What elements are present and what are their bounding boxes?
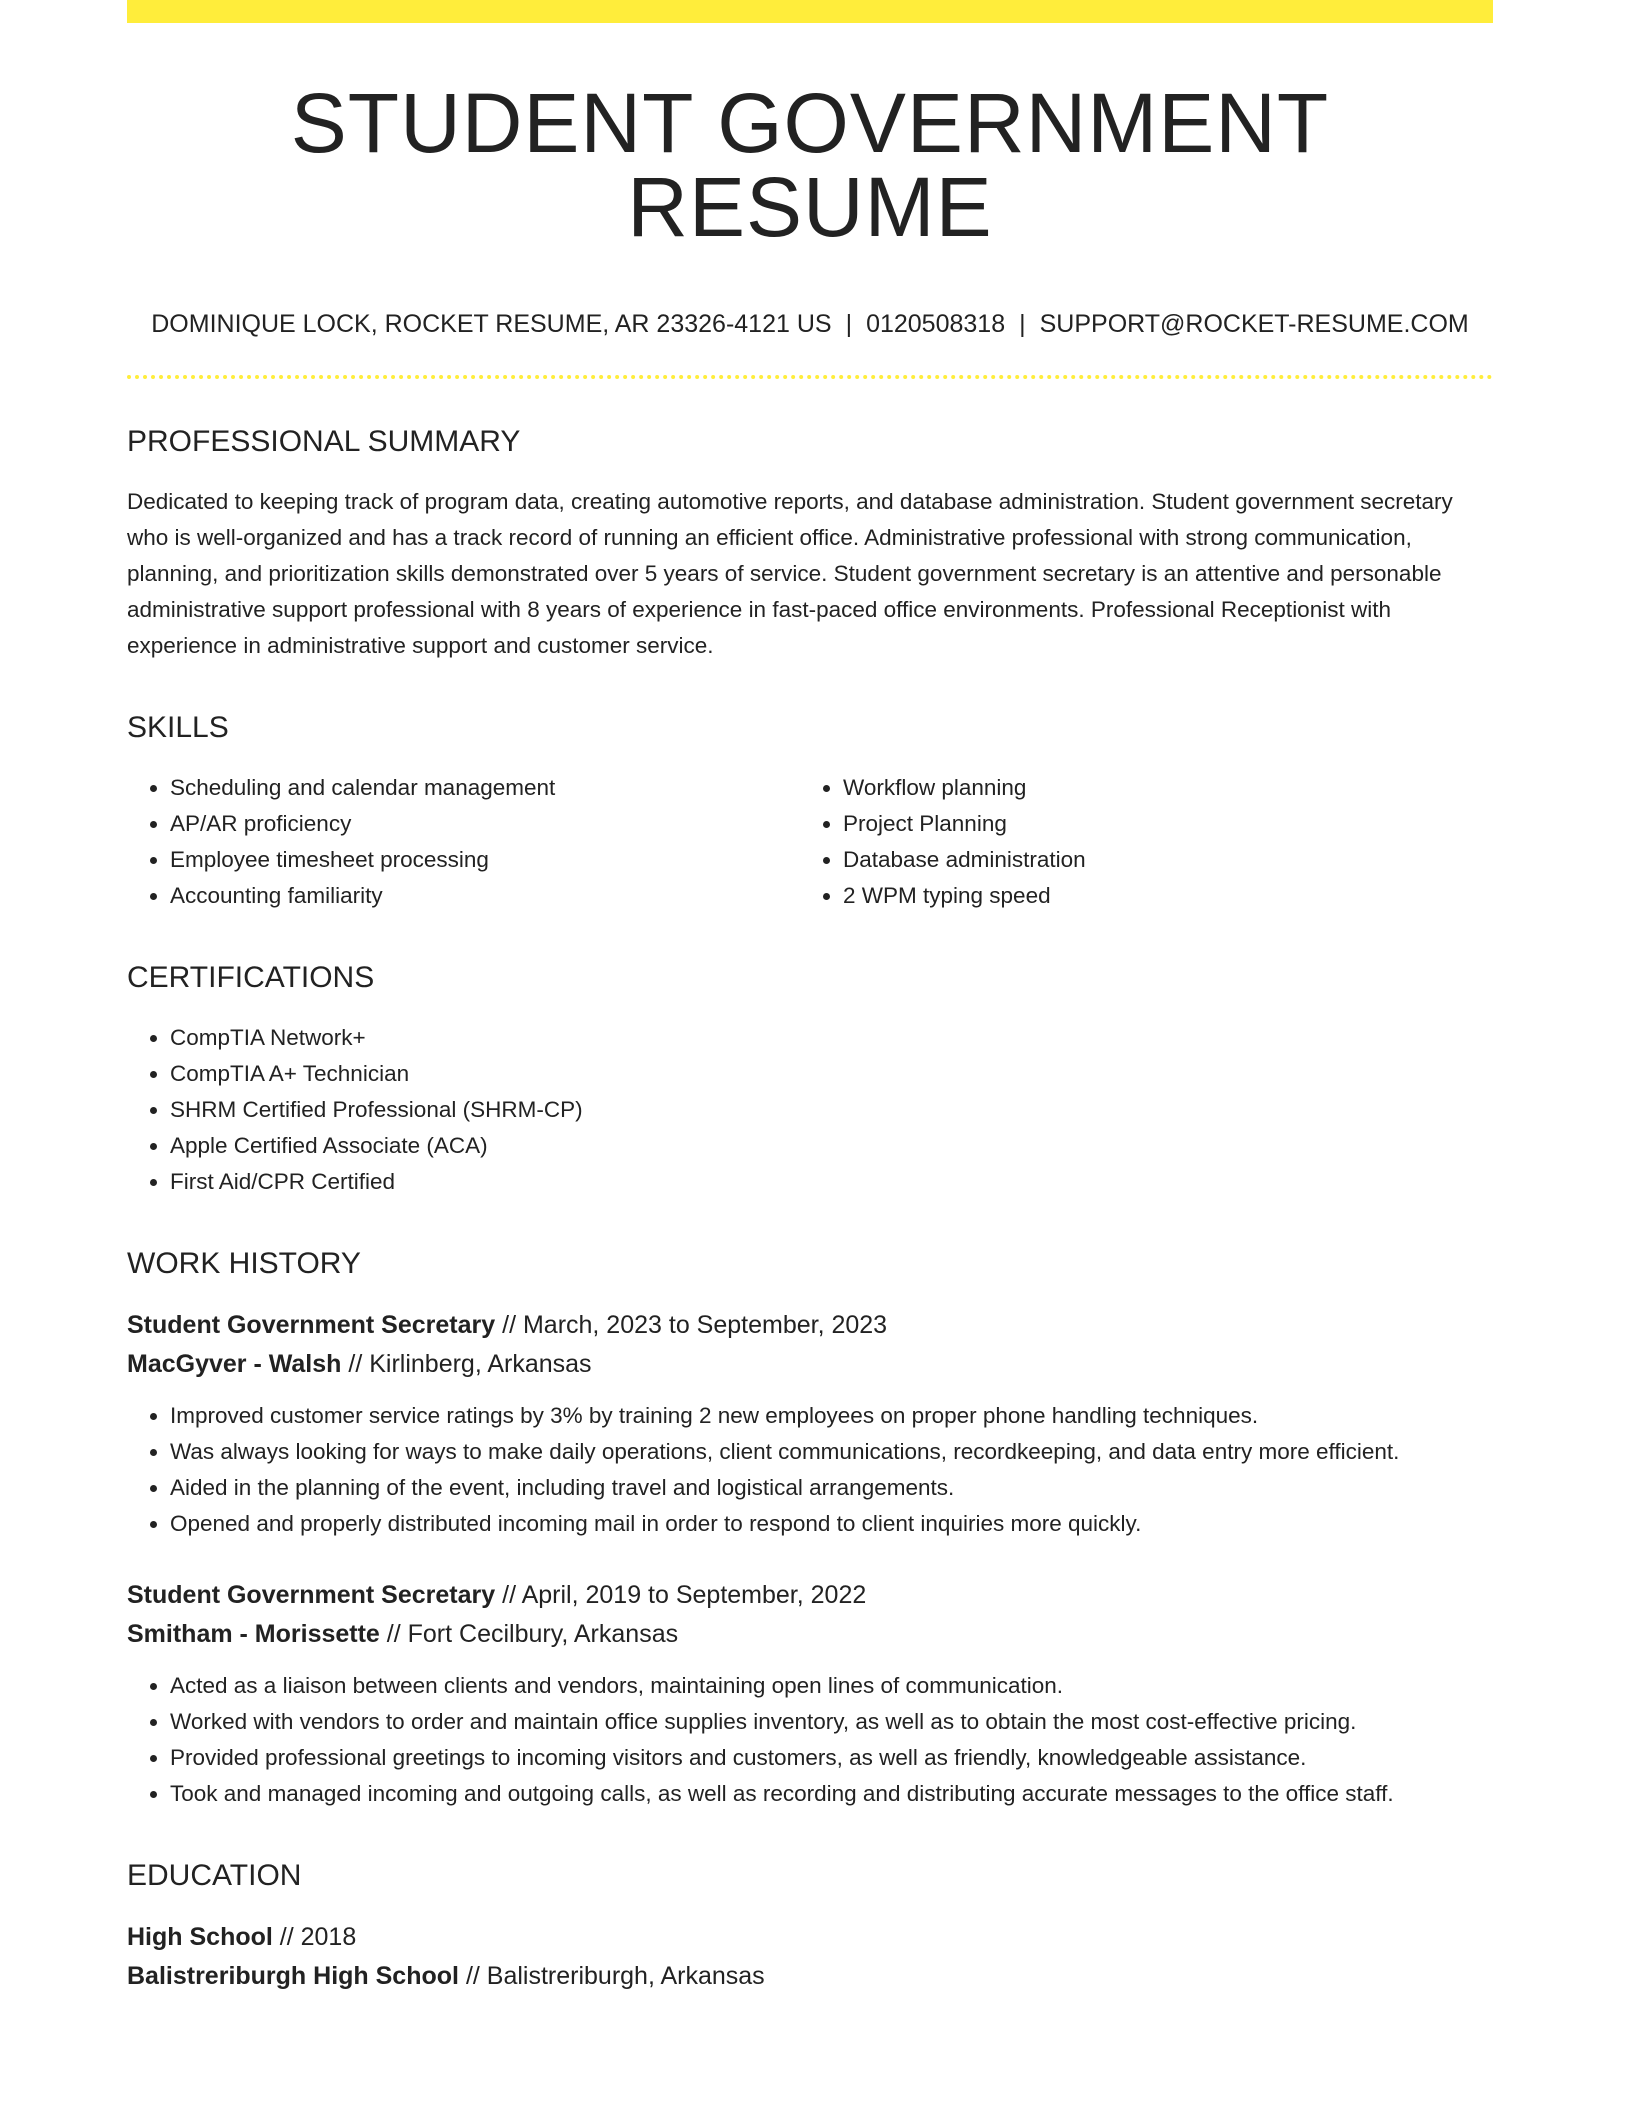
list-item: • Provided professional greetings to incoming visitors and customers, as well as friendly, knowledgeable assistance. bbox=[170, 1740, 1493, 1776]
certifications-heading: CERTIFICATIONS bbox=[127, 961, 375, 994]
summary-section bbox=[127, 424, 1493, 664]
skills-columns bbox=[127, 770, 1493, 914]
job-bullets bbox=[127, 1668, 1493, 1812]
job-company-line bbox=[127, 1345, 1493, 1384]
accent-top-bar bbox=[127, 0, 1493, 23]
resume-page bbox=[127, 0, 1493, 1996]
education-location: // Balistreriburgh, Arkansas bbox=[465, 1962, 765, 1990]
list-item: • AP/AR proficiency bbox=[170, 806, 800, 842]
job-dates: // April, 2019 to September, 2022 bbox=[502, 1581, 867, 1609]
skills-section bbox=[127, 710, 1493, 914]
list-item: • CompTIA Network+ bbox=[170, 1020, 1493, 1056]
contact-separator: | bbox=[1019, 310, 1026, 338]
certifications-section bbox=[127, 960, 1493, 1200]
contact-line bbox=[127, 309, 1493, 339]
skills-heading: SKILLS bbox=[127, 711, 229, 744]
education-school: Balistreriburgh High School bbox=[127, 1962, 459, 1990]
job-location: // Fort Cecilbury, Arkansas bbox=[386, 1620, 679, 1648]
list-item: • Was always looking for ways to make daily operations, client communications, recordkeeping, and data entry more efficient. bbox=[170, 1434, 1493, 1470]
list-item: • Employee timesheet processing bbox=[170, 842, 800, 878]
work-history-heading: WORK HISTORY bbox=[127, 1247, 361, 1280]
contact-phone: 0120508318 bbox=[866, 310, 1006, 338]
education-school-line bbox=[127, 1957, 1493, 1996]
job-header bbox=[127, 1576, 1493, 1654]
list-item: • Opened and properly distributed incoming mail in order to respond to client inquiries more quickly. bbox=[170, 1506, 1493, 1542]
education-section bbox=[127, 1858, 1493, 1996]
education-degree-line bbox=[127, 1918, 1493, 1957]
job-entry bbox=[127, 1306, 1493, 1542]
job-entry bbox=[127, 1576, 1493, 1812]
skills-right-list bbox=[800, 770, 1473, 914]
skills-left-list bbox=[127, 770, 800, 914]
job-bullets bbox=[127, 1398, 1493, 1542]
list-item: • Database administration bbox=[843, 842, 1473, 878]
contact-separator: | bbox=[845, 310, 853, 338]
resume-title: STUDENT GOVERNMENT RESUME bbox=[290, 76, 1330, 254]
list-item: • CompTIA A+ Technician bbox=[170, 1056, 1493, 1092]
job-title-line bbox=[127, 1576, 1493, 1615]
list-item: • Accounting familiarity bbox=[170, 878, 800, 914]
list-item: • Worked with vendors to order and maintain office supplies inventory, as well as to obtain the most cost-effective pricing. bbox=[170, 1704, 1493, 1740]
list-item: • 2 WPM typing speed bbox=[843, 878, 1473, 914]
summary-text: Dedicated to keeping track of program data, creating automotive reports, and database administration. Student government secretary who is well-organized and has a track record of running an efficient office. Administrative professional with strong communication, planning, and prioritization skills demonstrated over 5 years of service. Student government secretary is an attentive and personable administrative support professional with 8 years of experience in fast-paced office environments. Professional Receptionist with experience in administrative support and customer service. bbox=[127, 489, 1453, 658]
list-item: • Acted as a liaison between clients and vendors, maintaining open lines of communication. bbox=[170, 1668, 1493, 1704]
job-title-line bbox=[127, 1306, 1493, 1345]
list-item: • Apple Certified Associate (ACA) bbox=[170, 1128, 1493, 1164]
dotted-divider bbox=[127, 375, 1493, 379]
contact-email: SUPPORT@ROCKET-RESUME.COM bbox=[1039, 310, 1469, 338]
job-company: Smitham - Morissette bbox=[127, 1620, 380, 1648]
summary-heading: PROFESSIONAL SUMMARY bbox=[127, 425, 521, 458]
job-location: // Kirlinberg, Arkansas bbox=[348, 1350, 592, 1378]
education-entry bbox=[127, 1918, 1493, 1996]
job-dates: // March, 2023 to September, 2023 bbox=[502, 1311, 888, 1339]
work-history-section bbox=[127, 1246, 1493, 1812]
certifications-list bbox=[127, 1020, 1493, 1200]
list-item: • SHRM Certified Professional (SHRM-CP) bbox=[170, 1092, 1493, 1128]
list-item: • Scheduling and calendar management bbox=[170, 770, 800, 806]
list-item: • First Aid/CPR Certified bbox=[170, 1164, 1493, 1200]
job-company: MacGyver - Walsh bbox=[127, 1350, 342, 1378]
list-item: • Improved customer service ratings by 3% by training 2 new employees on proper phone handling techniques. bbox=[170, 1398, 1493, 1434]
job-header bbox=[127, 1306, 1493, 1384]
education-heading: EDUCATION bbox=[127, 1859, 302, 1892]
list-item: • Took and managed incoming and outgoing calls, as well as recording and distributing accurate messages to the office staff. bbox=[170, 1776, 1493, 1812]
education-degree: High School bbox=[127, 1923, 273, 1951]
job-title: Student Government Secretary bbox=[127, 1581, 496, 1609]
list-item: • Workflow planning bbox=[843, 770, 1473, 806]
education-year: // 2018 bbox=[279, 1923, 357, 1951]
job-company-line bbox=[127, 1615, 1493, 1654]
list-item: • Aided in the planning of the event, including travel and logistical arrangements. bbox=[170, 1470, 1493, 1506]
list-item: • Project Planning bbox=[843, 806, 1473, 842]
contact-address: DOMINIQUE LOCK, ROCKET RESUME, AR 23326-4121 US bbox=[151, 310, 832, 338]
job-title: Student Government Secretary bbox=[127, 1311, 496, 1339]
